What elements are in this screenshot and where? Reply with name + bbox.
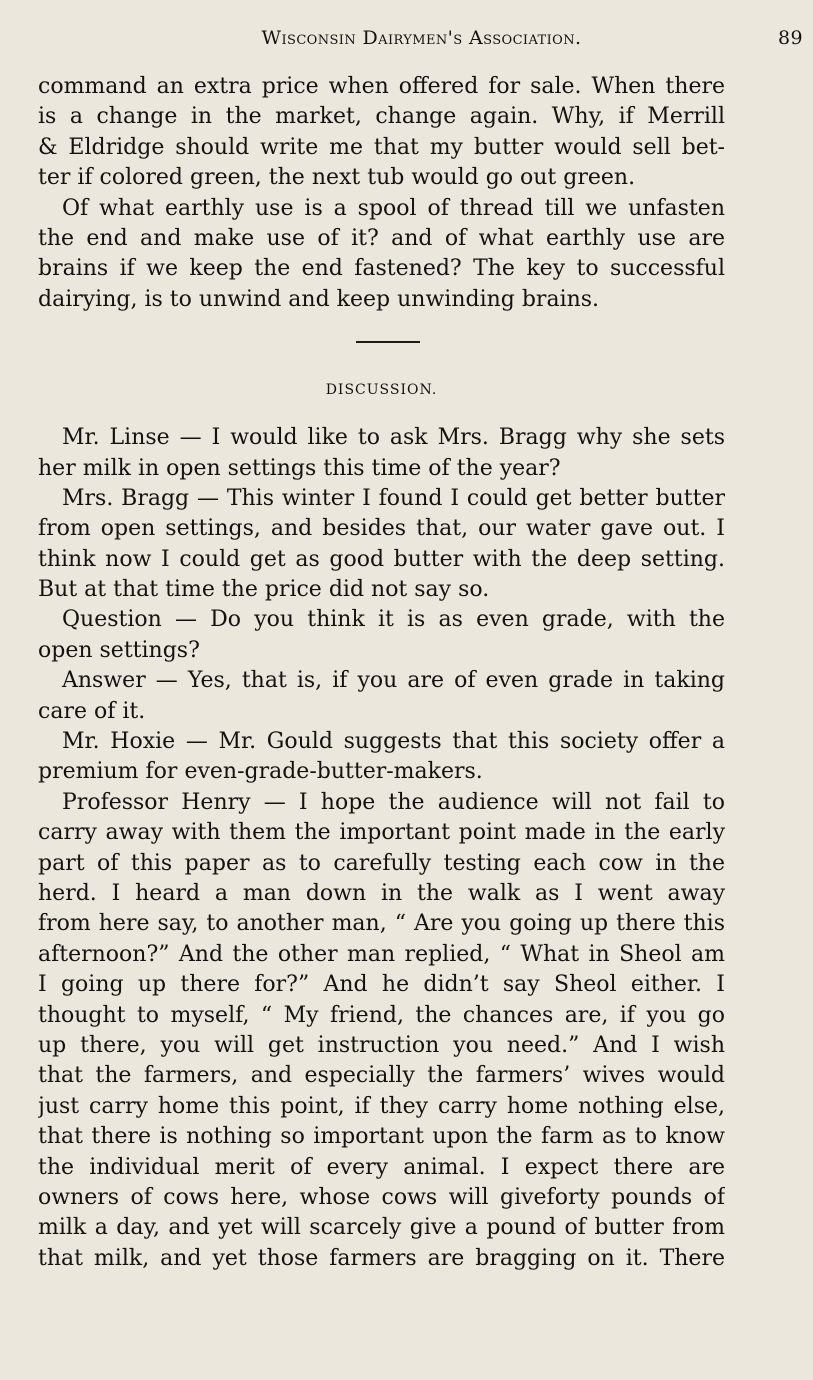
running-head-title: Wisconsin Dairymen's Association. [261, 27, 582, 49]
section-heading: DISCUSSION. [325, 382, 438, 399]
text-line: dairying, is to unwind and keep unwinding brains. [38, 286, 600, 312]
text-line: Question — Do you think it is as even grade, with the [62, 607, 725, 633]
body-text [38, 72, 725, 1274]
text-line: her milk in open settings this time of the year? [38, 455, 561, 481]
running-head [118, 22, 803, 54]
text-line: up there, you will get instruction you need.” And I wish [38, 1032, 725, 1058]
text-line: carry away with them the important point made in the early [38, 820, 725, 846]
page-number: 89 [778, 27, 803, 49]
text-line: premium for even-grade-butter-makers. [38, 759, 483, 785]
text-line: owners of cows here, whose cows will giveforty pounds of [38, 1184, 725, 1210]
text-line: command an extra price when offered for sale. When there [38, 74, 725, 99]
text-line: part of this paper as to carefully testing each cow in the [38, 850, 725, 876]
text-line: brains if we keep the end fastened? The key to successful [38, 256, 725, 282]
text-line: milk a day, and yet will scarcely give a pound of butter from [38, 1215, 725, 1241]
text-line: open settings? [38, 637, 200, 663]
text-line: from here say, to another man, “ Are you going up there this [38, 911, 725, 937]
discussion-paragraph-question [38, 605, 725, 666]
text-line: that there is nothing so important upon the farm as to know [38, 1124, 725, 1150]
discussion-paragraph-henry [38, 788, 725, 1274]
text-line: Answer — Yes, that is, if you are of even grade in taking [62, 668, 725, 694]
text-line: that milk, and yet those farmers are bragging on it. There [38, 1245, 725, 1271]
text-line: Mrs. Bragg — This winter I found I could get better butter [62, 485, 725, 511]
text-line: Mr. Hoxie — Mr. Gould suggests that this society offer a [62, 729, 725, 755]
text-line: herd. I heard a man down in the walk as I went away [38, 880, 725, 906]
discussion-paragraph-answer [38, 666, 725, 727]
text-line: I going up there for?” And he didn’t say Sheol either. I [38, 972, 725, 998]
intro-paragraph-2 [38, 194, 725, 316]
text-line: afternoon?” And the other man replied, “ What in Sheol am [38, 941, 725, 967]
text-line: But at that time the price did not say so. [38, 577, 490, 603]
intro-paragraph-1 [38, 72, 725, 194]
text-line: & Eldridge should write me that my butter would sell bet- [38, 134, 725, 160]
text-line: the individual merit of every animal. I expect there are [38, 1154, 725, 1180]
text-line: ter if colored green, the next tub would go out green. [38, 165, 636, 191]
text-line: is a change in the market, change again. Why, if Merrill [38, 104, 725, 130]
text-line: Professor Henry — I hope the audience will not fail to [62, 789, 725, 815]
discussion-paragraph-bragg [38, 484, 725, 606]
text-line: the end and make use of it? and of what earthly use are [38, 225, 725, 251]
text-line: care of it. [38, 698, 146, 724]
discussion-paragraph-linse [38, 423, 725, 484]
text-line: Of what earthly use is a spool of thread till we unfasten [62, 195, 725, 221]
section-divider [356, 341, 420, 343]
text-line: just carry home this point, if they carry home nothing else, [38, 1093, 725, 1119]
text-line: from open settings, and besides that, our water gave out. I [38, 516, 725, 542]
text-line: Mr. Linse — I would like to ask Mrs. Bragg why she sets [62, 425, 725, 451]
text-line: think now I could get as good butter with the deep setting. [38, 546, 725, 572]
text-line: that the farmers, and especially the farmers’ wives would [38, 1063, 725, 1089]
discussion-paragraph-hoxie [38, 727, 725, 788]
text-line: thought to myself, “ My friend, the chances are, if you go [38, 1002, 725, 1028]
